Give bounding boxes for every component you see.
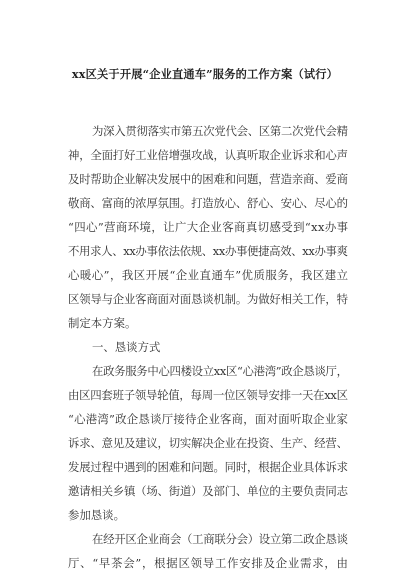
- body-line: 一、恳谈方式: [92, 340, 161, 354]
- body-line: 在政务服务中心四楼设立xx区“心港湾”政企恳谈厅，: [92, 364, 348, 378]
- body-line: 不用求人、xx办事依法依规、xx办事便捷高效、xx办事爽: [68, 244, 348, 258]
- body-line: “心港湾”政企恳谈厅接待企业客商，面对面听取企业家: [68, 412, 349, 426]
- body-line: 心暖心”，我区开展“企业直通车”优质服务，我区建立: [68, 268, 349, 282]
- body-line: 制定本方案。: [68, 316, 137, 330]
- body-line: “四心”营商环境，让广大企业客商真切感受到“xx办事: [68, 220, 349, 234]
- body-line: 邀请相关乡镇（场、街道）及部门、单位的主要负责同志: [68, 484, 348, 498]
- body-line: 诉求、意见及建议，切实解决企业在投资、生产、经营、: [68, 436, 348, 450]
- document-title: xx区关于开展“企业直通车”服务的工作方案（试行）: [71, 67, 339, 81]
- body-line: 区领导与企业客商面对面恳谈机制。为做好相关工作，特: [68, 292, 348, 306]
- body-line: 发展过程中遇到的困难和问题。同时，根据企业具体诉求: [68, 460, 348, 474]
- body-line: 厅、“早茶会”，根据区领导工作安排及企业需求，由: [68, 556, 349, 570]
- body-line: 参加恳谈。: [68, 508, 125, 522]
- body-line: 及时帮助企业解决发展中的困难和问题，营造亲商、爱商: [68, 172, 348, 186]
- body-line: 在经开区企业商会（工商联分会）设立第二政企恳谈: [92, 532, 348, 546]
- body-line: 为深入贯彻落实市第五次党代会、区第二次党代会精: [92, 124, 348, 138]
- body-line: 敬商、富商的浓厚氛围。打造放心、舒心、安心、尽心的: [68, 196, 348, 210]
- body-line: 由区四套班子领导轮值，每周一位区领导安排一天在xx区: [68, 388, 348, 402]
- body-line: 神，全面打好工业倍增强攻战，认真听取企业诉求和心声: [68, 148, 348, 162]
